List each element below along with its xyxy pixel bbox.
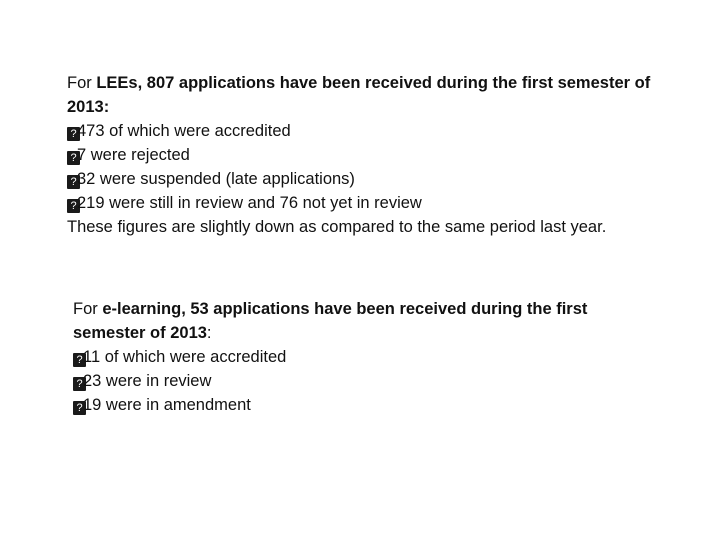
list-item [67, 167, 697, 191]
bullet-icon: ? [67, 127, 80, 141]
bullet-icon: ? [67, 175, 80, 189]
list-item-text: 23 were in review [83, 372, 212, 390]
elearning-intro-line-2-bold: semester of 2013 [73, 324, 207, 342]
lees-intro-prefix: For [67, 74, 97, 92]
lees-intro-bold: LEEs, 807 applications have been received during the first semester of [96, 74, 651, 92]
list-item-text: 7 were rejected [77, 146, 190, 164]
lees-intro-line-2: 2013: [67, 98, 110, 116]
bullet-icon: ? [73, 377, 86, 391]
lees-section [67, 71, 697, 239]
list-item [73, 369, 673, 393]
list-item-text: 219 were still in review and 76 not yet in review [77, 194, 422, 212]
lees-closing: These figures are slightly down as compared to the same period last year. [67, 218, 607, 236]
elearning-intro-line-2 [73, 321, 673, 345]
elearning-intro-prefix: For [73, 300, 103, 318]
elearning-section [73, 297, 673, 417]
list-item [67, 143, 697, 167]
elearning-intro-bold: e-learning, 53 applications have been received during the first [102, 300, 588, 318]
bullet-icon: ? [67, 151, 80, 165]
bullet-icon: ? [73, 353, 86, 367]
list-item-text: 32 were suspended (late applications) [77, 170, 355, 188]
bullet-icon: ? [67, 199, 80, 213]
list-item [73, 345, 673, 369]
lees-intro-line-1 [67, 71, 697, 95]
list-item-text: 19 were in amendment [83, 396, 251, 414]
list-item [73, 393, 673, 417]
bullet-icon: ? [73, 401, 86, 415]
elearning-intro-line-2-suffix: : [206, 324, 212, 342]
list-item [67, 191, 697, 215]
list-item-text: 11 of which were accredited [83, 348, 287, 366]
list-item-text: 473 of which were accredited [77, 122, 291, 140]
list-item [67, 119, 697, 143]
elearning-intro-line-1 [73, 297, 673, 321]
